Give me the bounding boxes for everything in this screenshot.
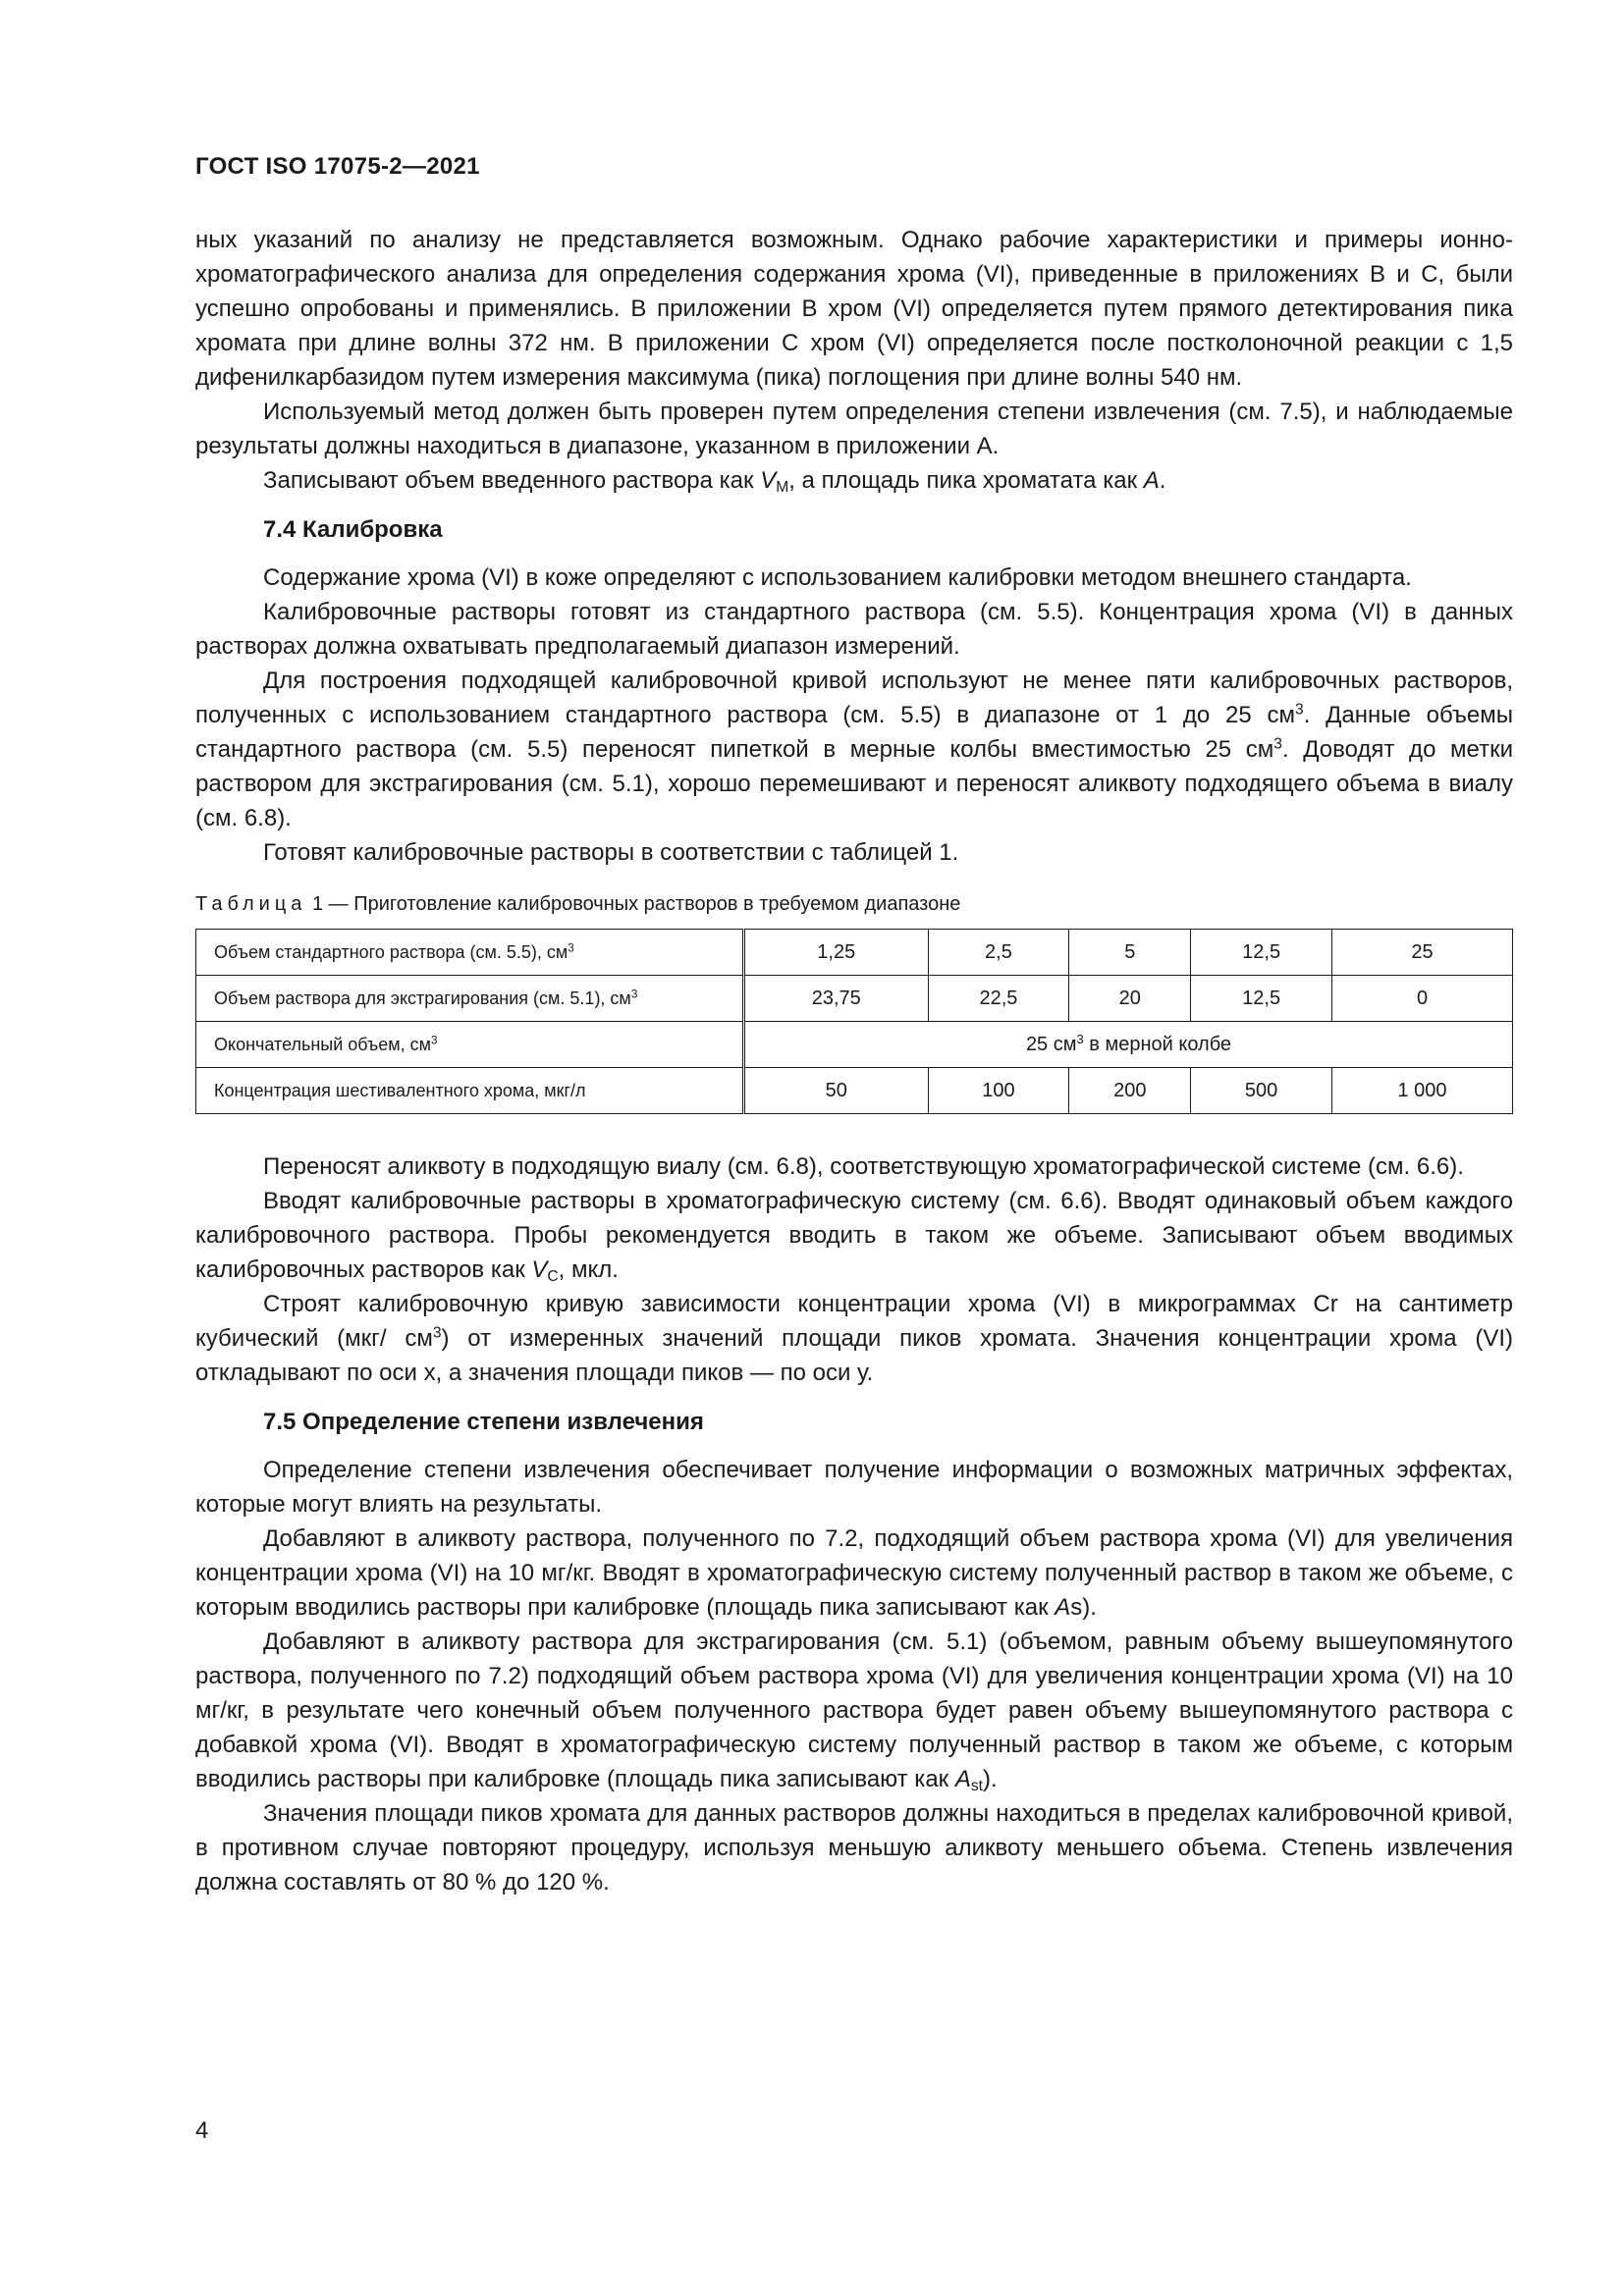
section-heading-7-5: 7.5 Определение степени извлечения [263,1409,704,1435]
paragraph: Используемый метод должен быть проверен путем определения степени извлечения (см. 7.5), и наблюдаемые результаты должны находиться в диапазоне, указанном в приложении А. [195,399,1513,459]
paragraph: Содержание хрома (VI) в коже определяют с использованием калибровки методом внешнего стандарта. [263,564,1412,591]
table-cell: 20 [1069,976,1191,1022]
table-cell: 50 [744,1068,929,1114]
paragraph: Значения площади пиков хромата для данных растворов должны находиться в пределах калибровочной кривой, в противном случае повторяют процедуру, используя меньшую аликвоту меньшего объема. Степень извлечения должна составлять от 80 % до 120 %. [195,1800,1513,1896]
table-row [196,930,1513,976]
row-label: Объем стандартного раствора (см. 5.5), $см^3$ [196,930,744,976]
paragraph: Добавляют в аликвоту раствора, полученного по 7.2, подходящий объем раствора хрома (VI) для увеличения концентрации хрома (VI) на 10 мг/кг. Вводят в хроматографическую систему полученный раствор в таком же объеме, с которым вводились растворы при калибровке (площадь пика записывают как As). [195,1525,1513,1621]
row-label: Концентрация шестивалентного хрома, мкг/л [196,1068,744,1114]
table-cell: 0 [1332,976,1513,1022]
paragraph: Вводят калибровочные растворы в хроматографическую систему (см. 6.6). Вводят одинаковый объем каждого калибровочного раствора. Пробы рекомендуется вводить в таком же объеме. Записывают объем вводимых калибровочных растворов как $V_C$, мкл. [195,1188,1513,1285]
document-header: ГОСТ ISO 17075-2—2021 [195,153,480,180]
row-label: Окончательный объем, $см^3$ [196,1022,744,1068]
paragraph: Определение степени извлечения обеспечивает получение информации о возможных матричных эффектах, которые могут влиять на результаты. [195,1457,1513,1518]
calibration-table [195,929,1513,1114]
table-cell: 2,5 [928,930,1069,976]
table-cell: 500 [1191,1068,1332,1114]
table-cell: 12,5 [1191,976,1332,1022]
table-caption: Таблица 1 — Приготовление калибровочных растворов в требуемом диапазоне [195,893,961,915]
table-cell: 200 [1069,1068,1191,1114]
section-heading-7-4: 7.4 Калибровка [263,516,443,543]
paragraph: Готовят калибровочные растворы в соответствии с таблицей 1. [263,839,959,866]
table-cell: 100 [928,1068,1069,1114]
table-cell: 23,75 [744,976,929,1022]
paragraph: Переносят аликвоту в подходящую виалу (см. 6.8), соответствующую хроматографической системе (см. 6.6). [263,1153,1464,1180]
table-row [196,1068,1513,1114]
table-cell: 25 [1332,930,1513,976]
paragraph: Добавляют в аликвоту раствора для экстрагирования (см. 5.1) (объемом, равным объему вышеупомянутого раствора, полученного по 7.2) подходящий объем раствора хрома (VI) для увеличения концентрации хрома (VI) на 10 мг/кг, в результате чего конечный объем полученного раствора будет равен объему вышеупомянутого раствора с добавкой хрома (VI). Вводят в хроматографическую систему полученный раствор в таком же объеме, с которым вводились растворы при калибровке (площадь пика записывают как $A_{st}$). [195,1629,1513,1794]
paragraph: Калибровочные растворы готовят из стандартного раствора (см. 5.5). Концентрация хрома (VI) в данных растворах должна охватывать предполагаемый диапазон измерений. [195,599,1513,660]
table-cell: 12,5 [1191,930,1332,976]
page-number: 4 [195,2117,209,2144]
table-cell: 22,5 [928,976,1069,1022]
paragraph: Записывают объем введенного раствора как $V_M$, а площадь пика хроматата как A. [263,467,1166,496]
page-content [195,223,1513,1899]
table-cell-merged: 25 $см^3$ в мерной колбе [744,1022,1513,1068]
paragraph: Для построения подходящей калибровочной кривой используют не менее пяти калибровочных растворов, полученных с использованием стандартного раствора (см. 5.5) в диапазоне от 1 до 25 $см^3$. Данные объемы стандартного раствора (см. 5.5) переносят пипеткой в мерные колбы вместимостью 25 $см^3$. Доводят до метки раствором для экстрагирования (см. 5.1), хорошо перемешивают и переносят аликвоту подходящего объема в виалу (см. 6.8). [195,667,1514,831]
table-cell: 5 [1069,930,1191,976]
paragraph: ных указаний по анализу не представляется возможным. Однако рабочие характеристики и примеры ионно-хроматографического анализа для определения содержания хрома (VI), приведенные в приложениях В и С, были успешно опробованы и применялись. В приложении В хром (VI) определяется путем прямого детектирования пика хромата при длине волны 372 нм. В приложении С хром (VI) определяется после постколоночной реакции с 1,5 дифенилкарбазидом путем измерения максимума (пика) поглощения при длине волны 540 нм. [195,227,1513,391]
table-cell: 1,25 [744,930,929,976]
row-label: Объем раствора для экстрагирования (см. 5.1), $см^3$ [196,976,744,1022]
paragraph: Строят калибровочную кривую зависимости концентрации хрома (VI) в микрограммах Cr на сантиметр кубический (мкг/ $см^3$) от измеренных значений площади пиков хромата. Значения концентрации хрома (VI) откладывают по оси х, а значения площади пиков — по оси у. [195,1291,1514,1386]
table-row [196,976,1513,1022]
table-cell: 1 000 [1332,1068,1513,1114]
table-row [196,1022,1513,1068]
